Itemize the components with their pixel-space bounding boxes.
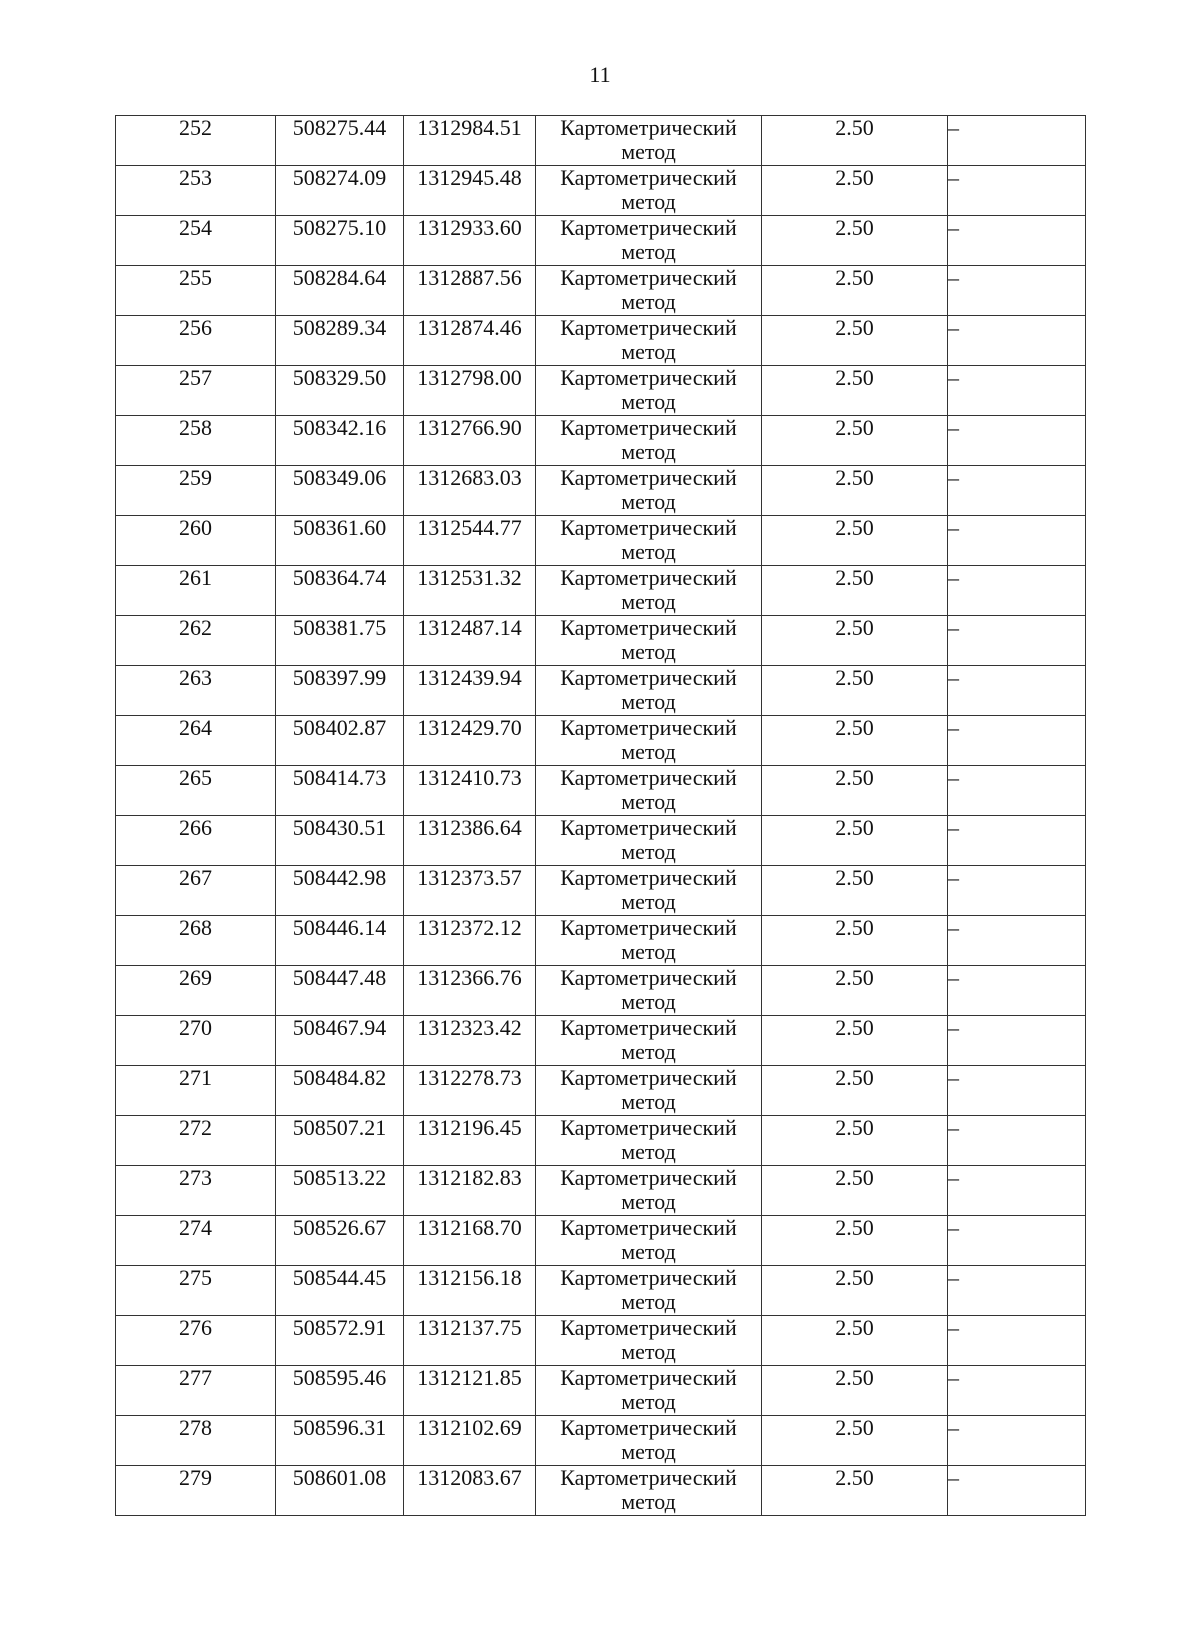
accuracy-cell: 2.50: [762, 1466, 948, 1516]
table-row: [116, 516, 1086, 566]
method-line-1: Картометрический: [560, 765, 737, 790]
x-coordinate-cell: 508544.45: [276, 1266, 404, 1316]
accuracy-cell: 2.50: [762, 816, 948, 866]
x-coordinate-cell: 508342.16: [276, 416, 404, 466]
description-cell: –: [948, 1316, 1086, 1366]
description-cell: –: [948, 216, 1086, 266]
table-row: [116, 216, 1086, 266]
y-coordinate-cell: 1312531.32: [404, 566, 536, 616]
table-row: [116, 616, 1086, 666]
method-line-2: метод: [621, 589, 676, 614]
point-number-cell: 267: [116, 866, 276, 916]
x-coordinate-cell: 508274.09: [276, 166, 404, 216]
accuracy-cell: 2.50: [762, 1016, 948, 1066]
method-line-2: метод: [621, 489, 676, 514]
point-number-cell: 257: [116, 366, 276, 416]
x-coordinate-cell: 508595.46: [276, 1366, 404, 1416]
table-row: [116, 566, 1086, 616]
x-coordinate-cell: 508572.91: [276, 1316, 404, 1366]
y-coordinate-cell: 1312984.51: [404, 116, 536, 166]
x-coordinate-cell: 508484.82: [276, 1066, 404, 1116]
x-coordinate-cell: 508381.75: [276, 616, 404, 666]
table-row: [116, 1466, 1086, 1516]
method-line-2: метод: [621, 439, 676, 464]
method-line-2: метод: [621, 1439, 676, 1464]
description-cell: –: [948, 1466, 1086, 1516]
method-cell: [536, 816, 762, 866]
accuracy-cell: 2.50: [762, 516, 948, 566]
description-cell: –: [948, 966, 1086, 1016]
method-cell: [536, 1316, 762, 1366]
method-line-2: метод: [621, 739, 676, 764]
description-cell: –: [948, 516, 1086, 566]
point-number-cell: 274: [116, 1216, 276, 1266]
method-line-2: метод: [621, 1389, 676, 1414]
x-coordinate-cell: 508601.08: [276, 1466, 404, 1516]
point-number-cell: 261: [116, 566, 276, 616]
point-number-cell: 275: [116, 1266, 276, 1316]
accuracy-cell: 2.50: [762, 366, 948, 416]
point-number-cell: 270: [116, 1016, 276, 1066]
method-cell: [536, 666, 762, 716]
point-number-cell: 269: [116, 966, 276, 1016]
y-coordinate-cell: 1312168.70: [404, 1216, 536, 1266]
y-coordinate-cell: 1312372.12: [404, 916, 536, 966]
y-coordinate-cell: 1312933.60: [404, 216, 536, 266]
accuracy-cell: 2.50: [762, 1116, 948, 1166]
y-coordinate-cell: 1312487.14: [404, 616, 536, 666]
table-row: [116, 416, 1086, 466]
table-row: [116, 1266, 1086, 1316]
y-coordinate-cell: 1312874.46: [404, 316, 536, 366]
accuracy-cell: 2.50: [762, 1166, 948, 1216]
x-coordinate-cell: 508402.87: [276, 716, 404, 766]
y-coordinate-cell: 1312410.73: [404, 766, 536, 816]
y-coordinate-cell: 1312083.67: [404, 1466, 536, 1516]
y-coordinate-cell: 1312137.75: [404, 1316, 536, 1366]
description-cell: –: [948, 816, 1086, 866]
method-line-1: Картометрический: [560, 1165, 737, 1190]
x-coordinate-cell: 508275.10: [276, 216, 404, 266]
x-coordinate-cell: 508414.73: [276, 766, 404, 816]
point-number-cell: 262: [116, 616, 276, 666]
y-coordinate-cell: 1312439.94: [404, 666, 536, 716]
y-coordinate-cell: 1312766.90: [404, 416, 536, 466]
table-row: [116, 166, 1086, 216]
method-line-2: метод: [621, 339, 676, 364]
accuracy-cell: 2.50: [762, 216, 948, 266]
table-row: [116, 1416, 1086, 1466]
description-cell: –: [948, 1066, 1086, 1116]
method-cell: [536, 716, 762, 766]
method-cell: [536, 1116, 762, 1166]
y-coordinate-cell: 1312156.18: [404, 1266, 536, 1316]
y-coordinate-cell: 1312373.57: [404, 866, 536, 916]
method-line-1: Картометрический: [560, 365, 737, 390]
accuracy-cell: 2.50: [762, 1416, 948, 1466]
table-row: [116, 1166, 1086, 1216]
x-coordinate-cell: 508446.14: [276, 916, 404, 966]
accuracy-cell: 2.50: [762, 766, 948, 816]
x-coordinate-cell: 508275.44: [276, 116, 404, 166]
method-line-2: метод: [621, 839, 676, 864]
description-cell: –: [948, 466, 1086, 516]
accuracy-cell: 2.50: [762, 316, 948, 366]
method-cell: [536, 1216, 762, 1266]
method-cell: [536, 366, 762, 416]
y-coordinate-cell: 1312366.76: [404, 966, 536, 1016]
method-cell: [536, 866, 762, 916]
method-cell: [536, 416, 762, 466]
x-coordinate-cell: 508349.06: [276, 466, 404, 516]
accuracy-cell: 2.50: [762, 916, 948, 966]
method-line-1: Картометрический: [560, 165, 737, 190]
table-row: [116, 966, 1086, 1016]
x-coordinate-cell: 508397.99: [276, 666, 404, 716]
method-line-1: Картометрический: [560, 1015, 737, 1040]
y-coordinate-cell: 1312683.03: [404, 466, 536, 516]
method-line-1: Картометрический: [560, 1415, 737, 1440]
accuracy-cell: 2.50: [762, 416, 948, 466]
point-number-cell: 253: [116, 166, 276, 216]
method-line-1: Картометрический: [560, 1265, 737, 1290]
y-coordinate-cell: 1312798.00: [404, 366, 536, 416]
table-row: [116, 1366, 1086, 1416]
accuracy-cell: 2.50: [762, 1266, 948, 1316]
x-coordinate-cell: 508329.50: [276, 366, 404, 416]
method-line-1: Картометрический: [560, 715, 737, 740]
method-line-2: метод: [621, 289, 676, 314]
method-line-2: метод: [621, 1239, 676, 1264]
table-row: [116, 1216, 1086, 1266]
table-row: [116, 366, 1086, 416]
point-number-cell: 277: [116, 1366, 276, 1416]
y-coordinate-cell: 1312544.77: [404, 516, 536, 566]
y-coordinate-cell: 1312945.48: [404, 166, 536, 216]
point-number-cell: 259: [116, 466, 276, 516]
method-line-1: Картометрический: [560, 1215, 737, 1240]
description-cell: –: [948, 1266, 1086, 1316]
x-coordinate-cell: 508526.67: [276, 1216, 404, 1266]
description-cell: –: [948, 1016, 1086, 1066]
table-row: [116, 1016, 1086, 1066]
description-cell: –: [948, 616, 1086, 666]
description-cell: –: [948, 166, 1086, 216]
accuracy-cell: 2.50: [762, 1316, 948, 1366]
description-cell: –: [948, 666, 1086, 716]
description-cell: –: [948, 366, 1086, 416]
point-number-cell: 279: [116, 1466, 276, 1516]
method-cell: [536, 616, 762, 666]
method-line-2: метод: [621, 189, 676, 214]
point-number-cell: 265: [116, 766, 276, 816]
accuracy-cell: 2.50: [762, 1216, 948, 1266]
x-coordinate-cell: 508467.94: [276, 1016, 404, 1066]
method-line-1: Картометрический: [560, 565, 737, 590]
method-line-1: Картометрический: [560, 465, 737, 490]
y-coordinate-cell: 1312121.85: [404, 1366, 536, 1416]
y-coordinate-cell: 1312386.64: [404, 816, 536, 866]
method-cell: [536, 766, 762, 816]
y-coordinate-cell: 1312196.45: [404, 1116, 536, 1166]
x-coordinate-cell: 508430.51: [276, 816, 404, 866]
accuracy-cell: 2.50: [762, 616, 948, 666]
method-line-2: метод: [621, 539, 676, 564]
description-cell: –: [948, 566, 1086, 616]
method-line-2: метод: [621, 1039, 676, 1064]
method-line-1: Картометрический: [560, 215, 737, 240]
method-cell: [536, 1066, 762, 1116]
method-line-2: метод: [621, 1489, 676, 1514]
point-number-cell: 271: [116, 1066, 276, 1116]
method-line-1: Картометрический: [560, 815, 737, 840]
point-number-cell: 255: [116, 266, 276, 316]
method-line-2: метод: [621, 139, 676, 164]
method-line-1: Картометрический: [560, 665, 737, 690]
x-coordinate-cell: 508364.74: [276, 566, 404, 616]
method-line-1: Картометрический: [560, 915, 737, 940]
point-number-cell: 252: [116, 116, 276, 166]
method-line-2: метод: [621, 639, 676, 664]
description-cell: –: [948, 116, 1086, 166]
coordinates-table-container: [115, 115, 1085, 1516]
table-row: [116, 866, 1086, 916]
coordinates-table: [115, 115, 1086, 1516]
table-row: [116, 1316, 1086, 1366]
page-number: 11: [589, 62, 611, 87]
accuracy-cell: 2.50: [762, 1366, 948, 1416]
method-line-1: Картометрический: [560, 1065, 737, 1090]
y-coordinate-cell: 1312102.69: [404, 1416, 536, 1466]
x-coordinate-cell: 508596.31: [276, 1416, 404, 1466]
description-cell: –: [948, 1416, 1086, 1466]
method-line-1: Картометрический: [560, 1115, 737, 1140]
description-cell: –: [948, 316, 1086, 366]
table-row: [116, 1116, 1086, 1166]
method-line-2: метод: [621, 939, 676, 964]
table-row: [116, 466, 1086, 516]
description-cell: –: [948, 266, 1086, 316]
method-line-2: метод: [621, 1089, 676, 1114]
accuracy-cell: 2.50: [762, 266, 948, 316]
method-line-2: метод: [621, 1139, 676, 1164]
description-cell: –: [948, 866, 1086, 916]
method-line-1: Картометрический: [560, 1365, 737, 1390]
table-row: [116, 816, 1086, 866]
y-coordinate-cell: 1312323.42: [404, 1016, 536, 1066]
method-line-1: Картометрический: [560, 1465, 737, 1490]
method-cell: [536, 1466, 762, 1516]
point-number-cell: 264: [116, 716, 276, 766]
accuracy-cell: 2.50: [762, 166, 948, 216]
method-line-2: метод: [621, 889, 676, 914]
y-coordinate-cell: 1312887.56: [404, 266, 536, 316]
table-row: [116, 116, 1086, 166]
description-cell: –: [948, 766, 1086, 816]
method-cell: [536, 316, 762, 366]
method-line-1: Картометрический: [560, 865, 737, 890]
method-cell: [536, 266, 762, 316]
y-coordinate-cell: 1312182.83: [404, 1166, 536, 1216]
method-cell: [536, 966, 762, 1016]
description-cell: –: [948, 416, 1086, 466]
point-number-cell: 272: [116, 1116, 276, 1166]
method-line-1: Картометрический: [560, 415, 737, 440]
method-line-1: Картометрический: [560, 115, 737, 140]
x-coordinate-cell: 508284.64: [276, 266, 404, 316]
method-line-2: метод: [621, 689, 676, 714]
method-line-2: метод: [621, 789, 676, 814]
method-line-1: Картометрический: [560, 1315, 737, 1340]
method-line-1: Картометрический: [560, 615, 737, 640]
method-line-2: метод: [621, 989, 676, 1014]
method-cell: [536, 216, 762, 266]
method-cell: [536, 916, 762, 966]
point-number-cell: 256: [116, 316, 276, 366]
method-cell: [536, 516, 762, 566]
table-body: [116, 116, 1086, 1516]
x-coordinate-cell: 508447.48: [276, 966, 404, 1016]
table-row: [116, 666, 1086, 716]
method-cell: [536, 1366, 762, 1416]
point-number-cell: 258: [116, 416, 276, 466]
description-cell: –: [948, 1216, 1086, 1266]
method-cell: [536, 566, 762, 616]
accuracy-cell: 2.50: [762, 566, 948, 616]
point-number-cell: 263: [116, 666, 276, 716]
table-row: [116, 916, 1086, 966]
method-line-2: метод: [621, 1289, 676, 1314]
method-line-2: метод: [621, 1339, 676, 1364]
method-line-1: Картометрический: [560, 965, 737, 990]
point-number-cell: 260: [116, 516, 276, 566]
accuracy-cell: 2.50: [762, 716, 948, 766]
point-number-cell: 268: [116, 916, 276, 966]
method-line-2: метод: [621, 239, 676, 264]
method-cell: [536, 1416, 762, 1466]
table-row: [116, 766, 1086, 816]
method-cell: [536, 466, 762, 516]
description-cell: –: [948, 716, 1086, 766]
accuracy-cell: 2.50: [762, 466, 948, 516]
method-line-1: Картометрический: [560, 515, 737, 540]
method-line-2: метод: [621, 1189, 676, 1214]
point-number-cell: 278: [116, 1416, 276, 1466]
x-coordinate-cell: 508513.22: [276, 1166, 404, 1216]
accuracy-cell: 2.50: [762, 1066, 948, 1116]
method-line-1: Картометрический: [560, 265, 737, 290]
point-number-cell: 273: [116, 1166, 276, 1216]
description-cell: –: [948, 916, 1086, 966]
accuracy-cell: 2.50: [762, 666, 948, 716]
y-coordinate-cell: 1312278.73: [404, 1066, 536, 1116]
table-row: [116, 266, 1086, 316]
accuracy-cell: 2.50: [762, 116, 948, 166]
method-line-1: Картометрический: [560, 315, 737, 340]
table-row: [116, 316, 1086, 366]
x-coordinate-cell: 508442.98: [276, 866, 404, 916]
point-number-cell: 254: [116, 216, 276, 266]
method-line-2: метод: [621, 389, 676, 414]
method-cell: [536, 116, 762, 166]
method-cell: [536, 166, 762, 216]
point-number-cell: 276: [116, 1316, 276, 1366]
accuracy-cell: 2.50: [762, 966, 948, 1016]
method-cell: [536, 1016, 762, 1066]
y-coordinate-cell: 1312429.70: [404, 716, 536, 766]
x-coordinate-cell: 508507.21: [276, 1116, 404, 1166]
x-coordinate-cell: 508361.60: [276, 516, 404, 566]
description-cell: –: [948, 1366, 1086, 1416]
point-number-cell: 266: [116, 816, 276, 866]
description-cell: –: [948, 1166, 1086, 1216]
method-cell: [536, 1166, 762, 1216]
table-row: [116, 716, 1086, 766]
table-row: [116, 1066, 1086, 1116]
method-cell: [536, 1266, 762, 1316]
accuracy-cell: 2.50: [762, 866, 948, 916]
description-cell: –: [948, 1116, 1086, 1166]
x-coordinate-cell: 508289.34: [276, 316, 404, 366]
